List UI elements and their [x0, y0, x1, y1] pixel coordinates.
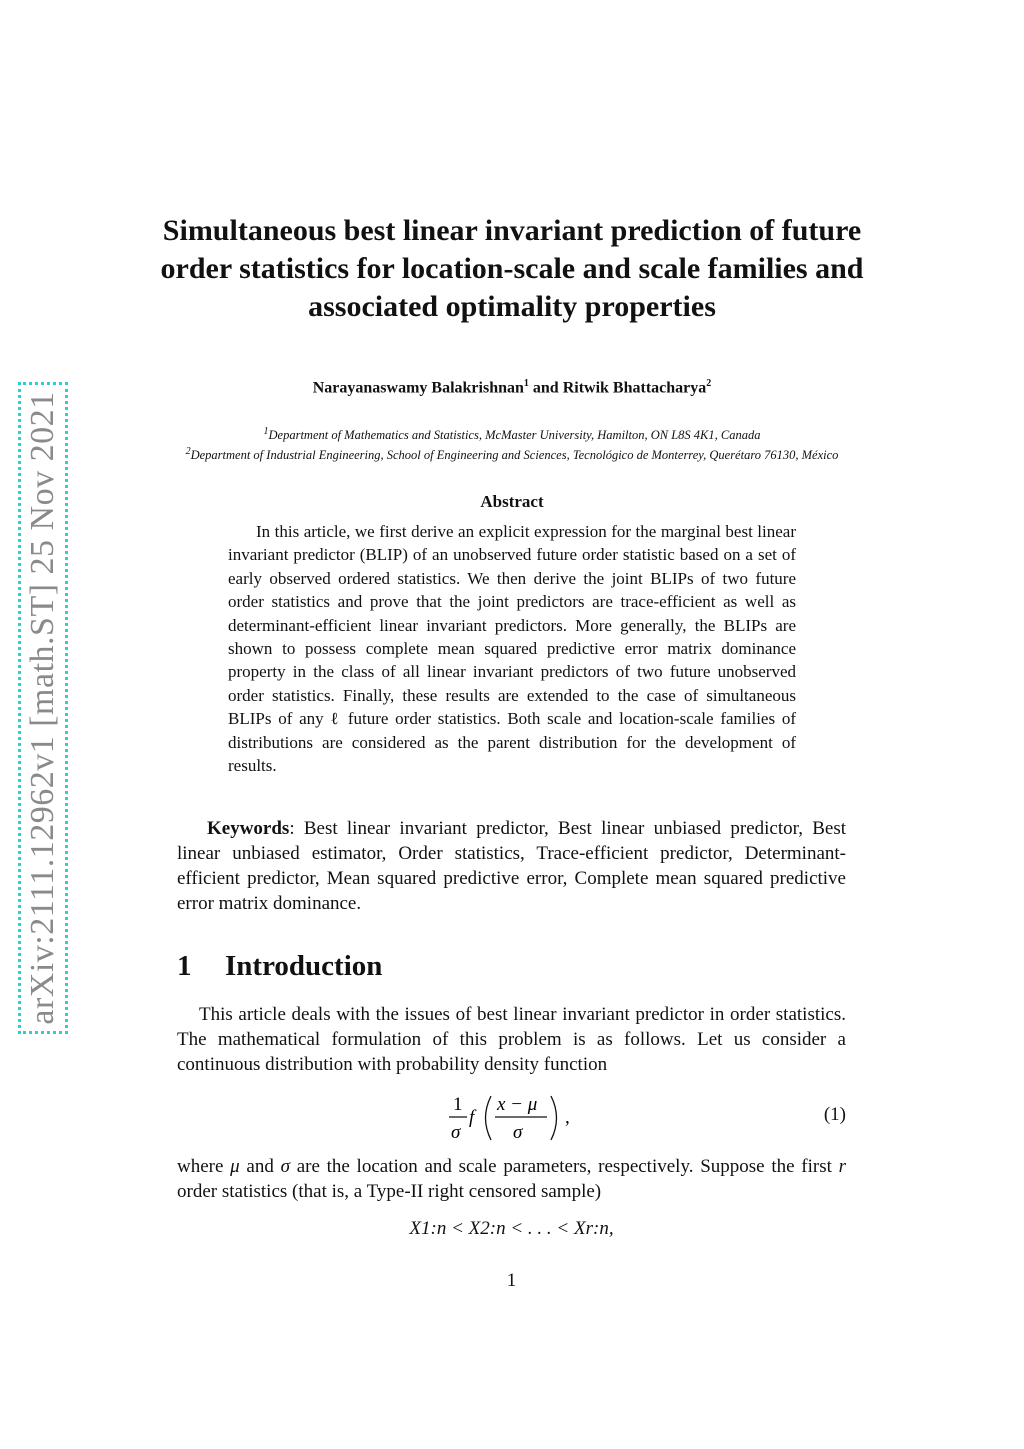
r-symbol: r: [838, 1156, 846, 1177]
sigma-symbol: σ: [280, 1156, 290, 1177]
page-number: 1: [506, 1270, 517, 1291]
svg-text:σ: σ: [451, 1122, 461, 1143]
svg-text:1: 1: [453, 1094, 463, 1115]
affiliations: [170, 424, 854, 463]
intro-paragraph: This article deals with the issues of best linear invariant predictor in order statistics. The mathematical formulation of this problem is as follows. Let us consider a continuous distribution with probability density function: [177, 1004, 846, 1075]
abstract-body: In this article, we first derive an explicit expression for the marginal best linear invariant predictor (BLIP) of an unobserved future order statistic based on a set of early observed ordered statistics. We then derive the joint BLIPs of two future order statistics and prove that the joint predictors are trace-efficient as well as determinant-efficient linear invariant predictors. More generally, the BLIPs are shown to possess complete mean squared predictive error matrix dominance property in the class of all linear invariant predictors of two future unobserved order statistics. Finally, these results are extended to the case of simultaneous BLIPs of any ℓ future order statistics. Both scale and location-scale families of distributions are considered as the parent distribution for the development of results.: [228, 522, 796, 776]
svg-text:σ: σ: [513, 1122, 523, 1143]
svg-text:x − μ: x − μ: [497, 1094, 538, 1115]
section-heading: [177, 950, 846, 983]
affiliation-mark: 1: [263, 426, 269, 437]
text-fragment: and: [239, 1156, 281, 1177]
affiliation-text: Department of Industrial Engineering, School of Engineering and Sciences, Tecnológico de Monterrey, Querétaro 76130, México: [190, 447, 839, 462]
order-statistics-display: X1:n < X2:n < . . . < Xr:n,: [409, 1218, 614, 1239]
intro-continuation: [177, 1154, 846, 1204]
author-joiner: and: [532, 379, 559, 397]
author-2-mark: 2: [706, 378, 712, 389]
svg-text:,: ,: [565, 1107, 570, 1128]
keywords-paragraph: [177, 816, 846, 916]
section-number: 1: [177, 950, 192, 982]
arxiv-id: arXiv:2111.12962v1 [math.ST] 25 Nov 2021: [24, 391, 61, 1025]
equation-number: (1): [823, 1104, 846, 1125]
author-1-mark: 1: [523, 378, 529, 389]
affiliation-text: Department of Mathematics and Statistics, McMaster University, Hamilton, ON L8S 4K1, Canada: [268, 428, 761, 443]
keywords-label: Keywords: [207, 818, 290, 839]
author-2: Ritwik Bhattacharya: [562, 379, 707, 397]
density-formula-graphic: [447, 1090, 587, 1146]
affiliation-2: [170, 444, 854, 464]
equation-1: [177, 1090, 846, 1146]
abstract-heading: Abstract: [480, 492, 544, 511]
author-line: [160, 378, 864, 397]
text-fragment: order statistics (that is, a Type-II right censored sample): [177, 1181, 602, 1202]
arxiv-stamp: [18, 382, 68, 1034]
affiliation-mark: 2: [185, 445, 191, 457]
density-formula: [447, 1090, 587, 1146]
text-fragment: where: [177, 1156, 231, 1177]
svg-text:f: f: [469, 1107, 475, 1128]
keywords-text: : Best linear invariant predictor, Best linear unbiased predictor, Best linear unbiased estimator, Order statistics, Trace-efficient predictor, Determinant-efficient predictor, Mean squared predictive error, Complete mean squared predictive error matrix dominance.: [177, 818, 846, 914]
text-fragment: are the location and scale parameters, respectively. Suppose the first: [289, 1156, 839, 1177]
paper-title: Simultaneous best linear invariant prediction of future order statistics for location-scale and scale families and associated optimality properties: [160, 214, 864, 323]
mu-symbol: μ: [230, 1156, 240, 1177]
author-1: Narayanaswamy Balakrishnan: [312, 379, 524, 397]
affiliation-1: [170, 424, 854, 444]
section-title: Introduction: [225, 950, 383, 982]
